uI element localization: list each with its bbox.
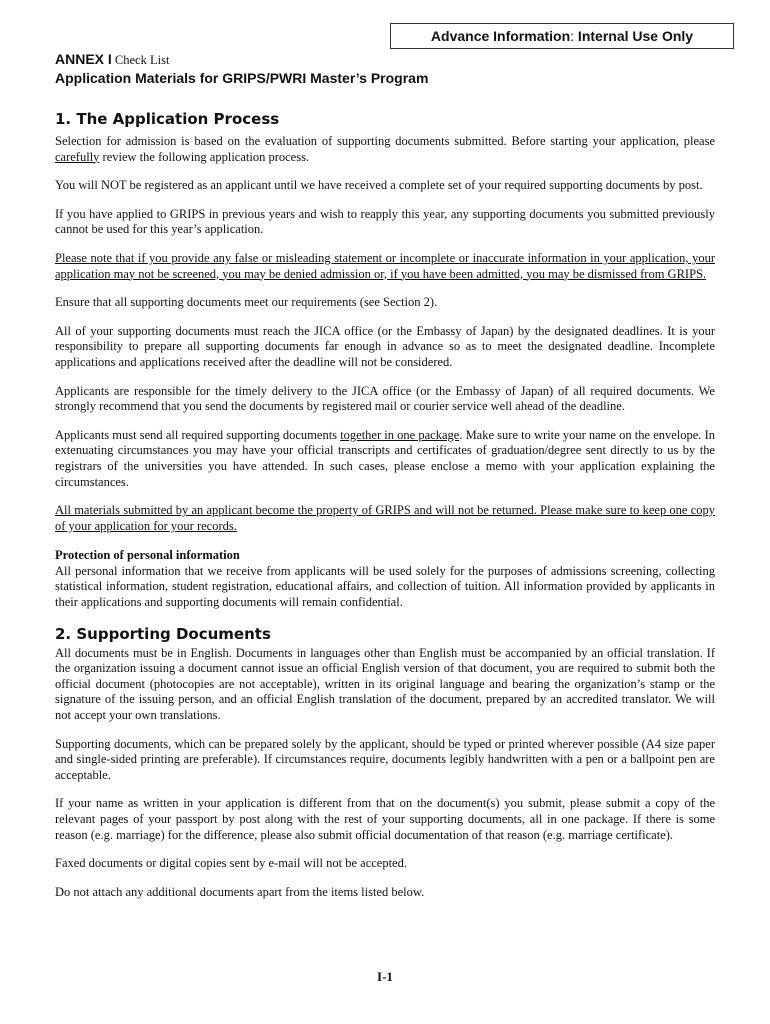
section-1-paragraph-7: Applicants are responsible for the timely delivery to the JICA office (or the Embassy of Japan) of all required documents. We strongly recommend that you send the documents by registered mail or courier service well ahead of the deadline.: [55, 383, 715, 414]
protection-heading: Protection of personal information: [55, 548, 240, 563]
section-2-paragraph-2: Supporting documents, which can be prepared solely by the applicant, should be typed or printed wherever possible (A4 size paper and single-sided printing are preferable). If circumstances require, documents legibly handwritten with a pen or a ballpoint pen are acceptable.: [55, 736, 715, 782]
banner-text-part2: Internal Use Only: [574, 28, 694, 44]
p1-text-a: Selection for admission is based on the evaluation of supporting documents submitted. Before starting your application, please: [55, 134, 715, 148]
section-2-paragraph-3: If your name as written in your application is different from that on the document(s) you submit, please submit a copy of the relevant pages of your passport by post along with the rest of your supporting documents, all in one package. If there is some reason (e.g. marriage) for the difference, please also submit official documentation of that reason (e.g. marriage certificate).: [55, 796, 715, 842]
section-2-paragraph-4: Faxed documents or digital copies sent by e-mail will not be accepted.: [55, 856, 407, 871]
annex-label: ANNEX I: [55, 51, 112, 67]
section-1-paragraph-2: You will NOT be registered as an applicant until we have received a complete set of your required supporting documents by post.: [55, 178, 703, 193]
p8-text-a: Applicants must send all required supporting documents: [55, 427, 341, 442]
banner-text-part1: Advance Information: [430, 28, 571, 44]
section-1-paragraph-8: [55, 428, 715, 490]
document-body: [55, 50, 715, 900]
internal-use-banner: [390, 23, 734, 49]
section-1-paragraph-4: Please note that if you provide any false or misleading statement or incomplete or inaccurate information in your application, your application may not be screened, you may be denied admission or, if you have been admitted, you may be dismissed from GRIPS.: [55, 250, 715, 281]
section-1-paragraph-6: All of your supporting documents must reach the JICA office (or the Embassy of Japan) by the designated deadlines. It is your responsibility to prepare all supporting documents far enough in advance so as to meet the designated deadline. Incomplete applications and applications received after the deadline will not be considered.: [55, 323, 715, 369]
p1-text-b: review the following application process.: [99, 149, 310, 164]
section-1-heading: 1. The Application Process: [55, 110, 280, 128]
section-2-heading: 2. Supporting Documents: [55, 624, 271, 643]
page-number: I-1: [377, 969, 393, 984]
p1-underlined: carefully: [55, 149, 100, 164]
section-1-paragraph-9: All materials submitted by an applicant become the property of GRIPS and will not be returned. Please make sure to keep one copy of your application for your records.: [55, 503, 715, 533]
annex-sub: Check List: [111, 53, 170, 67]
section-2-paragraph-1: All documents must be in English. Documents in languages other than English must be accompanied by an official translation. If the organization issuing a document cannot issue an official English version of that document, you are required to submit both the official document (photocopies are not acceptable), written in its original language and bearing the organization’s stamp or the signature of the issuing person, and an official English translation of the document, prepared by an accredited translator. We will not accept your own translations.: [55, 645, 715, 723]
banner-colon: :: [570, 28, 575, 44]
p8-underlined: together in one package: [340, 427, 460, 442]
section-1-paragraph-3: If you have applied to GRIPS in previous years and wish to reapply this year, any supporting documents you submitted previously cannot be used for this year’s application.: [55, 206, 715, 237]
protection-paragraph: All personal information that we receive from applicants will be used solely for the purposes of admissions screening, collecting statistical information, student registration, educational affairs, and collection of tuition. All information provided by applicants in their applications and supporting documents will remain confidential.: [55, 563, 715, 610]
section-1-paragraph-1: [55, 134, 715, 165]
section-1-paragraph-5: Ensure that all supporting documents meet our requirements (see Section 2).: [55, 295, 438, 310]
p8-text-b: . Make sure to write your name on the envelope. In extenuating circumstances you may have your official transcripts and certificates of graduation/degree sent directly to us by the registrars of the universities you have attended. In such cases, please enclose a memo with your application explaining the circumstances.: [55, 427, 715, 489]
document-title: Application Materials for GRIPS/PWRI Master’s Program: [55, 70, 429, 86]
annex-label-line: [55, 50, 715, 69]
section-2-paragraph-5: Do not attach any additional documents apart from the items listed below.: [55, 884, 425, 899]
